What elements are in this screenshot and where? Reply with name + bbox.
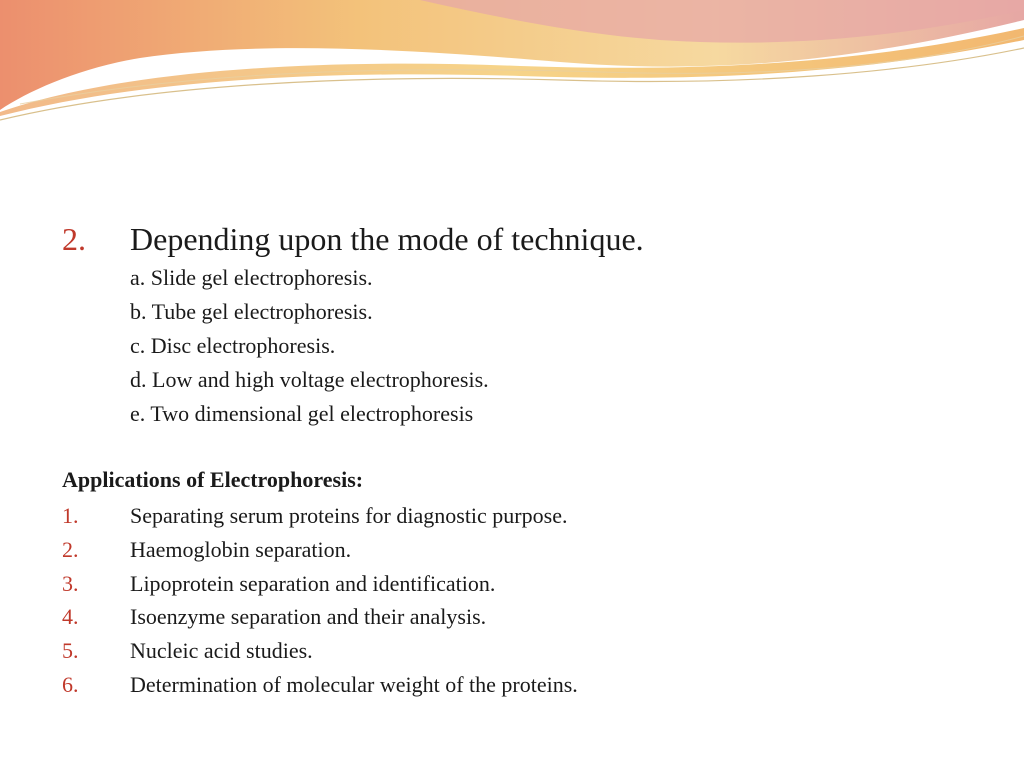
- application-text-4: Isoenzyme separation and their analysis.: [130, 604, 487, 629]
- applications-heading: Applications of Electrophoresis:: [62, 467, 364, 492]
- technique-item-d: d. Low and high voltage electrophoresis.: [130, 367, 489, 392]
- technique-number: 2.: [62, 221, 86, 257]
- application-text-3: Lipoprotein separation and identification.: [130, 571, 496, 596]
- technique-item-e: e. Two dimensional gel electrophoresis: [130, 401, 474, 426]
- application-number-3: 3.: [62, 571, 79, 596]
- technique-item-a: a. Slide gel electrophoresis.: [130, 265, 373, 290]
- application-text-6: Determination of molecular weight of the proteins.: [130, 672, 578, 697]
- application-number-2: 2.: [62, 537, 79, 562]
- technique-title: Depending upon the mode of technique.: [130, 221, 644, 257]
- application-text-1: Separating serum proteins for diagnostic purpose.: [130, 503, 568, 528]
- technique-item-b: b. Tube gel electrophoresis.: [130, 299, 373, 324]
- application-number-1: 1.: [62, 503, 79, 528]
- application-number-4: 4.: [62, 604, 79, 629]
- application-number-6: 6.: [62, 672, 79, 697]
- technique-item-c: c. Disc electrophoresis.: [130, 333, 336, 358]
- application-text-2: Haemoglobin separation.: [130, 537, 352, 562]
- application-number-5: 5.: [62, 638, 79, 663]
- application-text-5: Nucleic acid studies.: [130, 638, 313, 663]
